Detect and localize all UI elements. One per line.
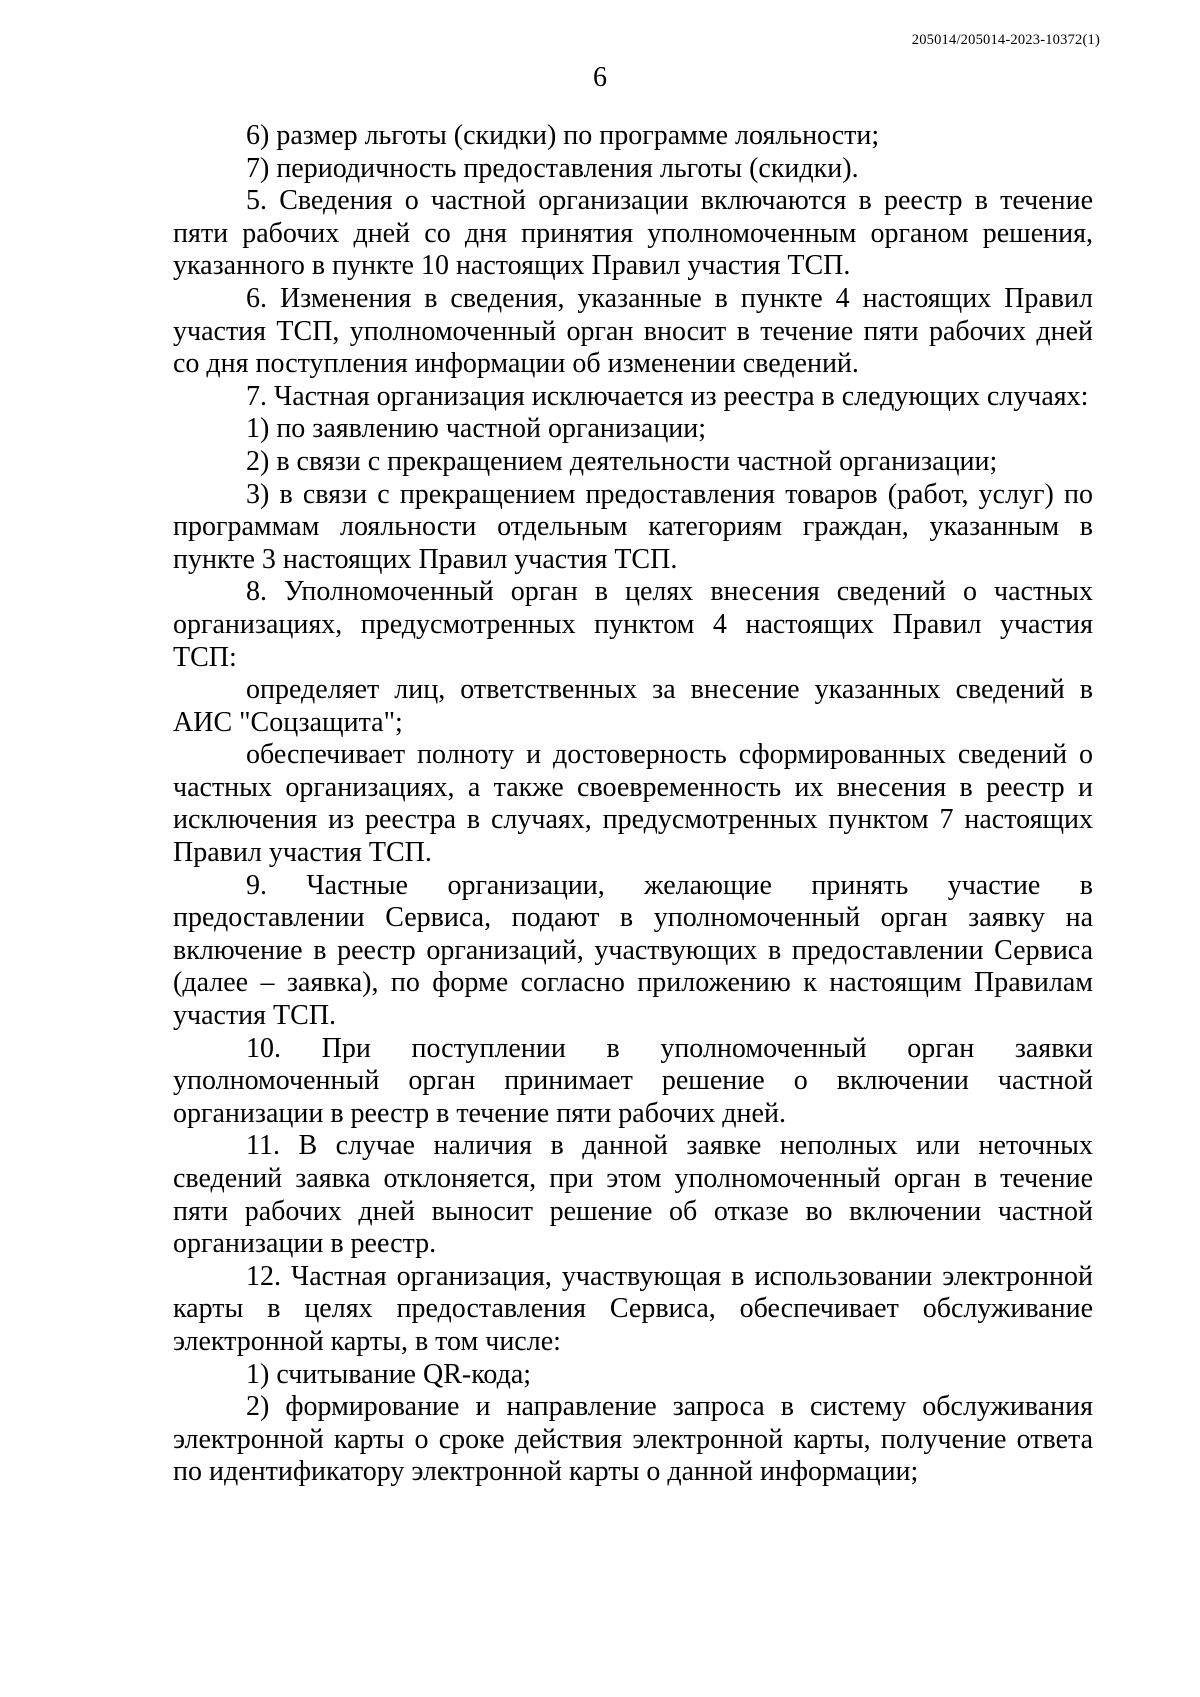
paragraph-clause-5: 5. Сведения о частной организации включаются в реестр в течение пяти рабочих дней со дня принятия уполномоченным органом решения, указанного в пункте 10 настоящих Правил участия ТСП. xyxy=(173,185,1093,282)
paragraph-clause-12-item-2: 2) формирование и направление запроса в систему обслуживания электронной карты о сроке действия электронной карты, получение ответа по идентификатору электронной карты о данной информации; xyxy=(173,1391,1093,1488)
paragraph-clause-10: 10. При поступлении в уполномоченный орган заявки уполномоченный орган принимает решение о включении частной организации в реестр в течение пяти рабочих дней. xyxy=(173,1032,1093,1129)
paragraph-clause-9: 9. Частные организации, желающие принять участие в предоставлении Сервиса, подают в уполномоченный орган заявку на включение в реестр организаций, участвующих в предоставлении Сервиса (далее – заявка), по форме согласно приложению к настоящим Правилам участия ТСП. xyxy=(173,869,1093,1032)
paragraph-clause-11: 11. В случае наличия в данной заявке неполных или неточных сведений заявка отклоняется, при этом уполномоченный орган в течение пяти рабочих дней выносит решение об отказе во включении частной организации в реестр. xyxy=(173,1130,1093,1260)
document-id: 205014/205014-2023-10372(1) xyxy=(911,32,1100,48)
paragraph-clause-8-item-b: обеспечивает полноту и достоверность сформированных сведений о частных организациях, а также своевременность их внесения в реестр и исключения из реестра в случаях, предусмотренных пунктом 7 настоящих Правил участия ТСП. xyxy=(173,739,1093,869)
page-number: 6 xyxy=(593,62,607,93)
paragraph-clause-8-item-a: определяет лиц, ответственных за внесение указанных сведений в АИС "Соцзащита"; xyxy=(173,674,1093,738)
paragraph-item-6: 6) размер льготы (скидки) по программе лояльности; xyxy=(246,120,880,151)
paragraph-clause-7-item-3: 3) в связи с прекращением предоставления товаров (работ, услуг) по программам лояльности отдельным категориям граждан, указанным в пункте 3 настоящих Правил участия ТСП. xyxy=(173,478,1093,575)
paragraph-clause-6: 6. Изменения в сведения, указанные в пункте 4 настоящих Правил участия ТСП, уполномоченный орган вносит в течение пяти рабочих дней со дня поступления информации об изменении сведений. xyxy=(173,282,1093,380)
paragraph-clause-12-item-1: 1) считывание QR-кода; xyxy=(246,1358,532,1390)
paragraph-clause-12: 12. Частная организация, участвующая в использовании электронной карты в целях предоставления Сервиса, обеспечивает обслуживание электронной карты, в том числе: xyxy=(173,1260,1093,1357)
document-body xyxy=(173,120,1093,1489)
paragraph-clause-7: 7. Частная организация исключается из реестра в следующих случаях: xyxy=(246,380,1089,412)
paragraph-clause-7-item-2: 2) в связи с прекращением деятельности частной организации; xyxy=(246,445,998,477)
paragraph-item-7: 7) периодичность предоставления льготы (скидки). xyxy=(246,152,859,184)
paragraph-clause-7-item-1: 1) по заявлению частной организации; xyxy=(246,413,707,445)
paragraph-clause-8: 8. Уполномоченный орган в целях внесения сведений о частных организациях, предусмотренных пунктом 4 настоящих Правил участия ТСП: xyxy=(173,576,1093,673)
